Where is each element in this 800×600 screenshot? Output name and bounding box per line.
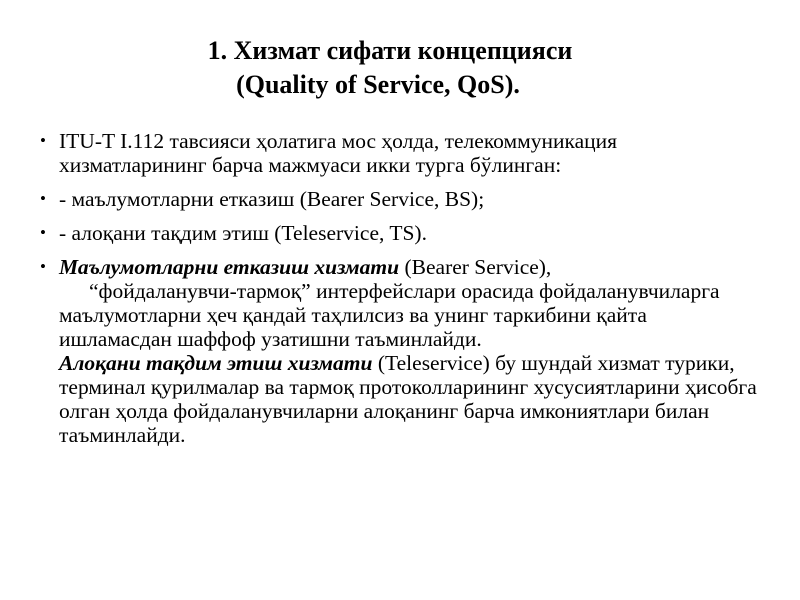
bullet-icon: •	[40, 131, 46, 150]
slide-title	[0, 34, 800, 102]
bullet-item-definitions	[40, 255, 760, 447]
bearer-service-definition: “фойдаланувчи-тармоқ” интерфейслари орасида фойдаланувчиларга маълумотларни ҳеч қандай таҳлилсиз ва унинг таркибини қайта ишламасдан шаффоф узатишни таъминлайди.	[59, 279, 720, 351]
bullet-text: - алоқани тақдим этиш (Teleservice, TS).	[59, 221, 427, 245]
bearer-service-paren: (Bearer Service),	[399, 255, 552, 279]
bullet-item-bearer	[40, 187, 760, 211]
title-line-2: (Quality of Service, QoS).	[236, 70, 520, 99]
bullet-list	[40, 129, 760, 457]
bullet-icon: •	[40, 257, 46, 276]
bearer-service-term: Маълумотларни етказиш хизмати	[59, 255, 400, 279]
bullet-text: ITU-T I.112 тавсияси ҳолатига мос ҳолда, телекоммуникация хизматларининг барча мажмуаси икки турга бўлинган:	[59, 129, 618, 177]
teleservice-term: Алоқани тақдим этиш хизмати	[59, 351, 373, 375]
bullet-icon: •	[40, 223, 46, 242]
title-line-1: 1. Хизмат сифати концепцияси	[207, 36, 573, 65]
bullet-icon: •	[40, 189, 46, 208]
bullet-text: - маълумотларни етказиш (Bearer Service, BS);	[59, 187, 485, 211]
teleservice-definition: (Teleservice) бу шундай хизмат турики, терминал қурилмалар ва тармоқ протоколларининг хусусиятларини ҳисобга олган ҳолда фойдаланувчиларни алоқанинг барча имкониятлари билан таъминлайди.	[59, 351, 757, 447]
bullet-item-teleservice	[40, 221, 760, 245]
bullet-item-itu	[40, 129, 760, 177]
